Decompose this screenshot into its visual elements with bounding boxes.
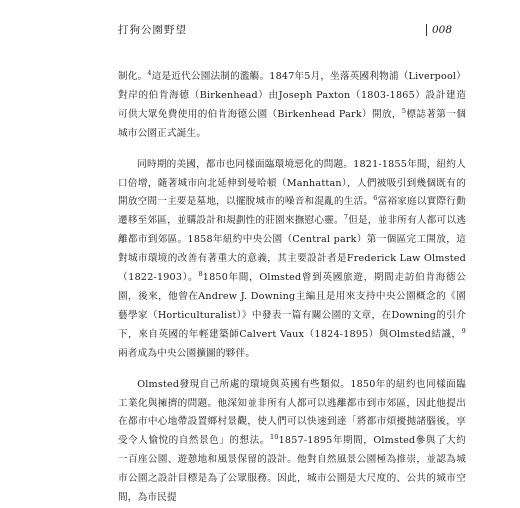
text-segment: 兩者成為中央公園擴圖的夥伴。 [118, 347, 256, 359]
footnote-ref: 4 [147, 68, 152, 77]
text-segment: 但是，並非所有人都可以逃離都市到郊區。1858年紐約中央公園（Central park）第一個區完工開放，這對城市環境的改善有著重大的意義，其主要設計者是Frederick Law Olmsted（1822-1903）。 [118, 215, 466, 284]
text-segment: 1850年間，Olmsted曾到英國旅遊，期間走訪伯肯海德公園，後來，他曾在Andrew J. Downing主編且是用來支持中央公園概念的《園藝學家（Horticulturalist）》中發表一篇有關公園的文章，在Downing的引介下，來自英國的年輕建築師Calvert Vaux（1824-1895）與Olmsted結識， [118, 272, 466, 340]
page-number: 008 [431, 24, 452, 36]
footnote-ref: 10 [269, 433, 279, 442]
text-segment: 1857-1895年期間，Olmsted參與了大約一百座公園、遊憩地和風景保留的設計。他對自然風景公園極為推崇，並認為城市公園之設計目標是為了公眾服務。因此，城市公園是大尺度的、公共的城市空間，為市民提 [118, 435, 467, 504]
paragraph-1 [118, 68, 466, 144]
text-segment: 這是近代公園法制的濫觴。1847年5月，坐落英國利物浦（Liverpool）對岸的伯肯海德（Birkenhead）由Joseph Paxton（1803-1865）設計建造可供大眾免費使用的伯肯海德公園（Birkenhead Park）開放， [118, 71, 466, 120]
paragraph-3 [118, 376, 466, 508]
text-segment: 標誌著第一個城市公園正式誕生。 [118, 108, 466, 139]
footnote-ref: 7 [343, 213, 349, 222]
footnote-ref: 6 [373, 194, 378, 203]
paragraph-2 [118, 156, 466, 364]
text-segment: 同時期的美國，都市也同樣面臨環境惡化的問題。1821-1855年間，紐約人口倍增，隨著城市向北延伸到曼哈頓（Manhattan），人們被吸引到幾個既有的開放空間一主要是墓地，以擺脫城市的噪音和混亂的生活。 [118, 158, 466, 208]
footnote-ref: 9 [461, 326, 466, 335]
text-segment: Olmsted發現自己所處的環境與英國有些類似。1850年的紐約也同樣面臨工業化與擁擠的問題。他深知並非所有人都可以逃離都市到市郊區，因此他提出在都市中心地帶設置鄉村景觀，使人們可以快速到達「將都市煩擾抛諸腦後，享受令人愉悅的自然景色」的想法。 [118, 378, 466, 447]
footnote-ref: 8 [198, 269, 203, 278]
text-segment: 富裕家庭以實際行動遷移至郊區，並購設計和規劃性的莊園來撫慰心靈。 [118, 196, 466, 227]
footnote-ref: 5 [401, 106, 407, 115]
running-header [118, 22, 452, 38]
running-title: 打狗公園野望 [118, 24, 187, 36]
body-text [118, 68, 466, 508]
text-segment: 制化。 [118, 71, 148, 82]
